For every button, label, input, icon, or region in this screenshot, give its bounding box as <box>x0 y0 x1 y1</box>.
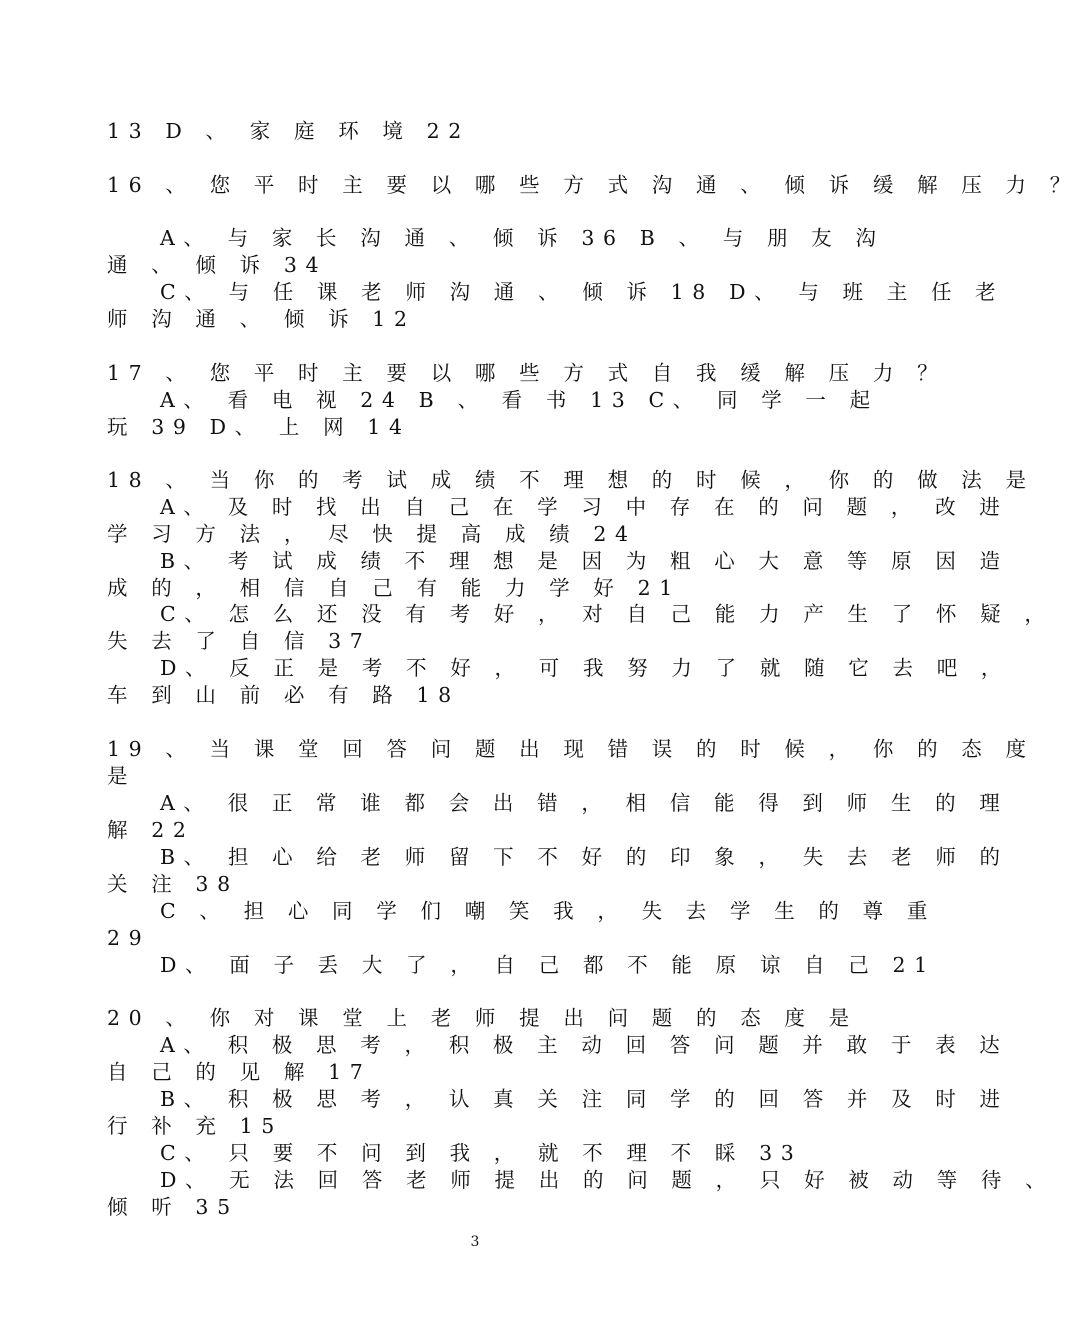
option-line: A、 很 正 常 谁 都 会 出 错 ， 相 信 能 得 到 师 生 的 理 <box>160 791 1009 815</box>
text-line: 师 沟 通 、 倾 诉 12 <box>107 307 416 331</box>
text-line: 成 的 ， 相 信 自 己 有 能 力 学 好 21 <box>107 576 681 600</box>
option-line: A、 积 极 思 考 ， 积 极 主 动 回 答 问 题 并 敢 于 表 达 <box>160 1033 1009 1057</box>
text-line: 13 D 、 家 庭 环 境 22 <box>107 119 470 143</box>
option-line: A、 与 家 长 沟 通 、 倾 诉 36 B 、 与 朋 友 沟 <box>160 226 885 250</box>
text-line: 倾 听 35 <box>107 1195 239 1219</box>
option-line: B、 积 极 思 考 ， 认 真 关 注 同 学 的 回 答 并 及 时 进 <box>160 1087 1009 1111</box>
option-line: D、 反 正 是 考 不 好 ， 可 我 努 力 了 就 随 它 去 吧 ， <box>160 656 1011 680</box>
page-number: 3 <box>470 1234 480 1250</box>
option-line: B、 担 心 给 老 师 留 下 不 好 的 印 象 ， 失 去 老 师 的 <box>160 845 1009 869</box>
question-17: 17 、 您 平 时 主 要 以 哪 些 方 式 自 我 缓 解 压 力 ？ <box>107 361 947 385</box>
text-line: 车 到 山 前 必 有 路 18 <box>107 683 460 707</box>
option-line: D、 无 法 回 答 老 师 提 出 的 问 题 ， 只 好 被 动 等 待 、 <box>160 1168 1055 1192</box>
text-line: 学 习 方 法 ， 尽 快 提 高 成 绩 24 <box>107 522 637 546</box>
question-19: 19 、 当 课 堂 回 答 问 题 出 现 错 误 的 时 候 ， 你 的 态 度 <box>107 737 1035 761</box>
text-line: 解 22 <box>107 818 195 842</box>
text-line: 失 去 了 自 信 37 <box>107 629 372 653</box>
text-line: 自 己 的 见 解 17 <box>107 1060 372 1084</box>
text-line: 29 <box>107 926 151 950</box>
option-line: C、 与 任 课 老 师 沟 通 、 倾 诉 18 D、 与 班 主 任 老 <box>160 280 1005 304</box>
option-line: A、 及 时 找 出 自 己 在 学 习 中 存 在 的 问 题 ， 改 进 <box>160 495 1009 519</box>
text-line: 通 、 倾 诉 34 <box>107 253 328 277</box>
text-line: 关 注 38 <box>107 872 239 896</box>
text-line: 行 补 充 15 <box>107 1114 283 1138</box>
text-line: 玩 39 D、 上 网 14 <box>107 415 411 439</box>
text-line: 是 <box>107 764 137 788</box>
option-line: C、 只 要 不 问 到 我 ， 就 不 理 不 睬 33 <box>160 1141 803 1165</box>
question-20: 20 、 你 对 课 堂 上 老 师 提 出 问 题 的 态 度 是 <box>107 1006 858 1030</box>
option-line: D、 面 子 丢 大 了 ， 自 己 都 不 能 原 谅 自 己 21 <box>160 953 936 977</box>
option-line: B、 考 试 成 绩 不 理 想 是 因 为 粗 心 大 意 等 原 因 造 <box>160 549 1009 573</box>
question-18: 18 、 当 你 的 考 试 成 绩 不 理 想 的 时 候 ， 你 的 做 法 是 <box>107 468 1035 492</box>
option-line: A、 看 电 视 24 B 、 看 书 13 C、 同 学 一 起 <box>160 388 879 412</box>
option-line: C 、 担 心 同 学 们 嘲 笑 我 ， 失 去 学 生 的 尊 重 <box>160 899 936 923</box>
question-16: 16 、 您 平 时 主 要 以 哪 些 方 式 沟 通 、 倾 诉 缓 解 压 力 ？ <box>107 173 1079 197</box>
option-line: C、 怎 么 还 没 有 考 好 ， 对 自 己 能 力 产 生 了 怀 疑 ， <box>160 602 1054 626</box>
